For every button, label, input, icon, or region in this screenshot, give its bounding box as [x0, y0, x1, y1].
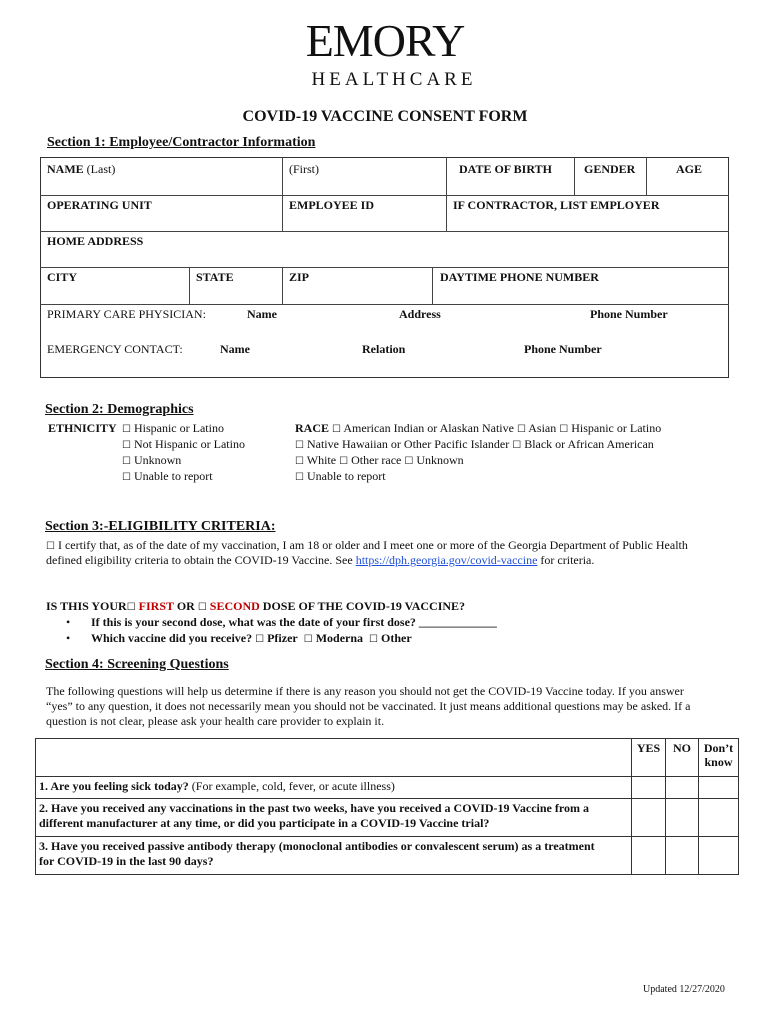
emergency-name-label: Name: [220, 342, 250, 356]
screening-intro-line1: The following questions will help us determine if there is any reason you should not get the COVID-19 Vaccine today. If you answer: [46, 684, 684, 698]
checkbox-icon: ☐: [122, 456, 131, 467]
q2-yes-cell[interactable]: [632, 799, 666, 837]
race-option-american-indian[interactable]: ☐ American Indian or Alaskan Native: [332, 421, 514, 435]
screening-intro-line2: “yes” to any question, it does not necessarily mean you should not be vaccinated. It just means additional questions may be asked. If a: [46, 699, 691, 713]
first-dose-date-question: If this is your second dose, what was the date of your first dose? _____________: [91, 615, 497, 629]
table-row: [36, 777, 739, 799]
section2-heading: Section 2: Demographics: [45, 402, 194, 417]
race-option-other[interactable]: ☐ Other race: [339, 453, 402, 467]
q3-no-cell[interactable]: [666, 837, 699, 875]
section1-heading: Section 1: Employee/Contractor Information: [47, 135, 316, 150]
vaccine-type-question: Which vaccine did you receive? ☐ Pfizer ☐ Moderna ☐ Other: [91, 631, 412, 645]
question-2: 2. Have you received any vaccinations in the past two weeks, have you received a COVID-19 Vaccine from a different manufacturer at any time, or did you participate in a COVID-19 Vaccine trial?: [36, 799, 632, 837]
race-option-native-hawaiian[interactable]: ☐ Native Hawaiian or Other Pacific Islander: [295, 437, 510, 451]
q1-no-cell[interactable]: [666, 777, 699, 799]
race-option-white[interactable]: ☐ White: [295, 453, 337, 467]
first-dose-label: FIRST: [138, 599, 174, 613]
race-line-3: [295, 453, 464, 468]
screening-questions-table: [35, 738, 739, 875]
q2-no-cell[interactable]: [666, 799, 699, 837]
checkbox-icon: ☐: [122, 440, 131, 451]
updated-date: Updated 12/27/2020: [643, 984, 725, 995]
question-1: 1. Are you feeling sick today? (For example, cold, fever, or acute illness): [36, 777, 632, 799]
form-title: COVID-19 VACCINE CONSENT FORM: [242, 108, 528, 125]
bullet-icon: •: [66, 615, 71, 629]
operating-unit-label: OPERATING UNIT: [47, 198, 152, 212]
question-3: 3. Have you received passive antibody therapy (monoclonal antibodies or convalescent serum) as a treatment for COVID-19 in the last 90 days?: [36, 837, 632, 875]
zip-label: ZIP: [289, 270, 310, 284]
race-line-4: [295, 469, 386, 484]
second-dose-checkbox[interactable]: ☐: [197, 602, 207, 613]
q2-dont-know-cell[interactable]: [698, 799, 738, 837]
dose-question: IS THIS YOUR☐ FIRST OR ☐ SECOND DOSE OF THE COVID-19 VACCINE?: [46, 599, 466, 613]
race-option-black[interactable]: ☐ Black or African American: [512, 437, 654, 451]
race-option-hispanic[interactable]: ☐ Hispanic or Latino: [559, 421, 662, 435]
contractor-employer-label: IF CONTRACTOR, LIST EMPLOYER: [453, 198, 660, 212]
vaccine-option-other[interactable]: ☐ Other: [369, 631, 412, 645]
col-dont-know: Don’t know: [698, 739, 738, 777]
pcp-name-label: Name: [247, 307, 277, 321]
employee-id-label: EMPLOYEE ID: [289, 198, 375, 212]
ethnicity-option-hispanic[interactable]: ☐ Hispanic or Latino: [122, 421, 224, 435]
pcp-phone-label: Phone Number: [590, 307, 668, 321]
name-last-label: NAME (Last): [47, 162, 116, 176]
screening-intro-line3: question is not clear, please ask your health care provider to explain it.: [46, 714, 385, 728]
section3-heading: Section 3:-ELIGIBILITY CRITERIA:: [45, 519, 276, 534]
emory-logo: EMORY: [305, 15, 465, 66]
race-line-1: [295, 421, 661, 436]
emergency-relation-label: Relation: [362, 342, 406, 356]
table-row: [36, 837, 739, 875]
race-option-asian[interactable]: ☐ Asian: [516, 421, 557, 435]
q3-yes-cell[interactable]: [632, 837, 666, 875]
checkbox-icon: ☐: [122, 424, 131, 435]
gender-label: GENDER: [584, 162, 636, 176]
q1-dont-know-cell[interactable]: [698, 777, 738, 799]
ethnicity-option-not-hispanic[interactable]: ☐ Not Hispanic or Latino: [122, 437, 245, 451]
ethnicity-label: ETHNICITY: [48, 421, 117, 435]
ethnicity-option-unable[interactable]: ☐ Unable to report: [122, 469, 213, 483]
ethnicity-option-unknown[interactable]: ☐ Unknown: [122, 453, 182, 467]
checkbox-icon: ☐: [122, 472, 131, 483]
eligibility-certify-line2: defined eligibility criteria to obtain the COVID-19 Vaccine. See https://dph.georgia.gov/covid-vaccine for criteria.: [46, 553, 595, 567]
bullet-icon: •: [66, 631, 71, 645]
race-line-2: [295, 437, 654, 452]
certify-checkbox[interactable]: ☐: [46, 541, 55, 552]
q3-dont-know-cell[interactable]: [698, 837, 738, 875]
pcp-address-label: Address: [399, 307, 441, 321]
eligibility-certify-line1: ☐ I certify that, as of the date of my vaccination, I am 18 or older and I meet one or more of the Georgia Department of Public Health: [46, 538, 688, 552]
table-row: [36, 799, 739, 837]
first-dose-checkbox[interactable]: ☐: [126, 602, 136, 613]
emergency-contact-label: EMERGENCY CONTACT:: [47, 342, 183, 356]
section4-heading: Section 4: Screening Questions: [45, 657, 229, 672]
pcp-label: PRIMARY CARE PHYSICIAN:: [47, 307, 206, 321]
city-label: CITY: [47, 270, 78, 284]
age-label: AGE: [676, 162, 703, 176]
daytime-phone-label: DAYTIME PHONE NUMBER: [440, 270, 599, 284]
col-no: NO: [666, 739, 699, 777]
emory-logo-subtitle: HEALTHCARE: [311, 69, 477, 90]
dph-criteria-link[interactable]: https://dph.georgia.gov/covid-vaccine: [355, 553, 538, 567]
dob-label: DATE OF BIRTH: [459, 162, 552, 176]
table-header-row: [36, 739, 739, 777]
name-first-label: (First): [289, 162, 319, 176]
vaccine-option-moderna[interactable]: ☐ Moderna: [303, 631, 364, 645]
vaccine-option-pfizer[interactable]: ☐ Pfizer: [255, 631, 298, 645]
race-option-unable[interactable]: ☐ Unable to report: [295, 469, 386, 483]
race-option-unknown[interactable]: ☐ Unknown: [404, 453, 464, 467]
emergency-phone-label: Phone Number: [524, 342, 602, 356]
q1-yes-cell[interactable]: [632, 777, 666, 799]
home-address-label: HOME ADDRESS: [47, 234, 144, 248]
second-dose-label: SECOND: [209, 599, 260, 613]
race-label: RACE: [295, 421, 330, 435]
col-yes: YES: [632, 739, 666, 777]
state-label: STATE: [196, 270, 234, 284]
